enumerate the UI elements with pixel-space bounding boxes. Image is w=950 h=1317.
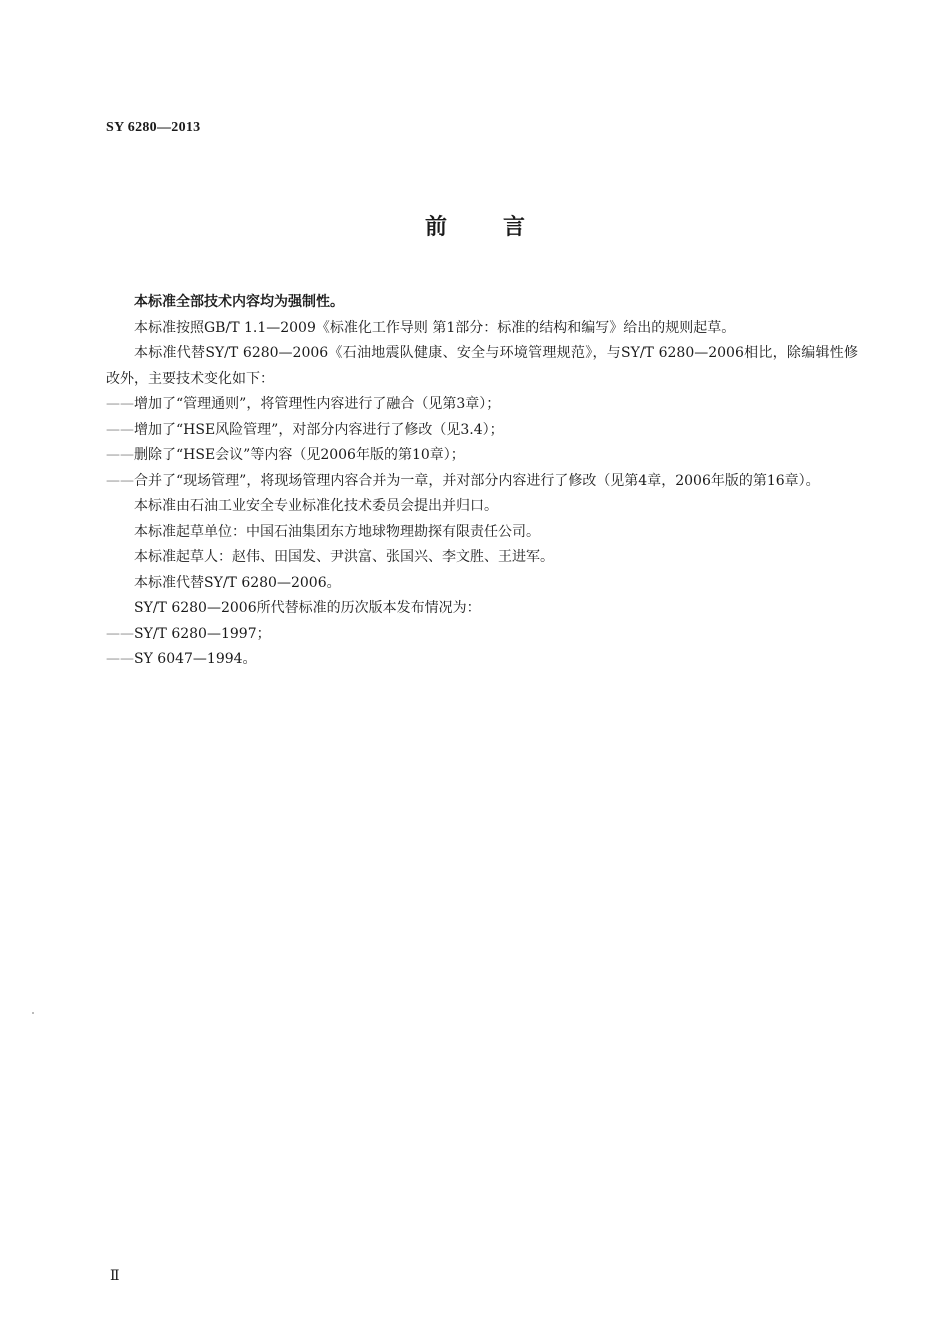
drafting-unit-paragraph: 本标准起草单位：中国石油集团东方地球物理勘探有限责任公司。 [134, 523, 540, 540]
change-item-text: 删除了“HSE会议”等内容（见2006年版的第10章）； [134, 447, 465, 463]
dash-marker: —— [106, 651, 134, 667]
standard-code: SY 6280—2013 [106, 120, 201, 135]
history-item-text: SY/T 6280—1997； [134, 625, 271, 642]
change-item-text: 增加了“HSE风险管理”，对部分内容进行了修改（见3.4）； [134, 421, 504, 438]
history-intro-paragraph: SY/T 6280—2006所代替标准的历次版本发布情况为： [134, 600, 481, 616]
replacement-paragraph: 本标准代替SY/T 6280—2006《石油地震队健康、安全与环境管理规范》，与SY/T 6280—2006相比，除编辑性修改外，主要技术变化如下： [106, 345, 858, 387]
history-item [106, 647, 858, 673]
change-item [106, 418, 858, 444]
history-item [106, 622, 858, 648]
page-title: 前言 [424, 215, 581, 240]
change-item [106, 443, 858, 469]
mandatory-statement: 本标准全部技术内容均为强制性。 [134, 294, 344, 310]
proposer-paragraph: 本标准由石油工业安全专业标准化技术委员会提出并归口。 [134, 498, 498, 514]
dash-marker: —— [106, 472, 134, 489]
change-item-text: 增加了“管理通则”，将管理性内容进行了融合（见第3章）； [134, 396, 501, 412]
supersedes-paragraph: 本标准代替SY/T 6280—2006。 [134, 574, 341, 591]
preface-body [106, 290, 858, 673]
drafting-rule-paragraph: 本标准按照GB/T 1.1—2009《标准化工作导则 第1部分：标准的结构和编写》给出的规则起草。 [134, 319, 736, 336]
change-item [106, 469, 858, 495]
dash-marker: —— [106, 625, 134, 642]
dash-marker: —— [106, 396, 134, 412]
dash-marker: —— [106, 447, 134, 463]
page-number: Ⅱ [110, 1269, 120, 1284]
drafters-paragraph: 本标准起草人：赵伟、田国发、尹洪富、张国兴、李文胜、王进军。 [134, 549, 554, 565]
history-item-text: SY 6047—1994。 [134, 651, 257, 667]
change-item-text: 合并了“现场管理”，将现场管理内容合并为一章，并对部分内容进行了修改（见第4章，2006年版的第16章）。 [134, 472, 820, 489]
scan-speck [32, 1012, 34, 1014]
dash-marker: —— [106, 421, 134, 438]
change-item [106, 392, 858, 418]
